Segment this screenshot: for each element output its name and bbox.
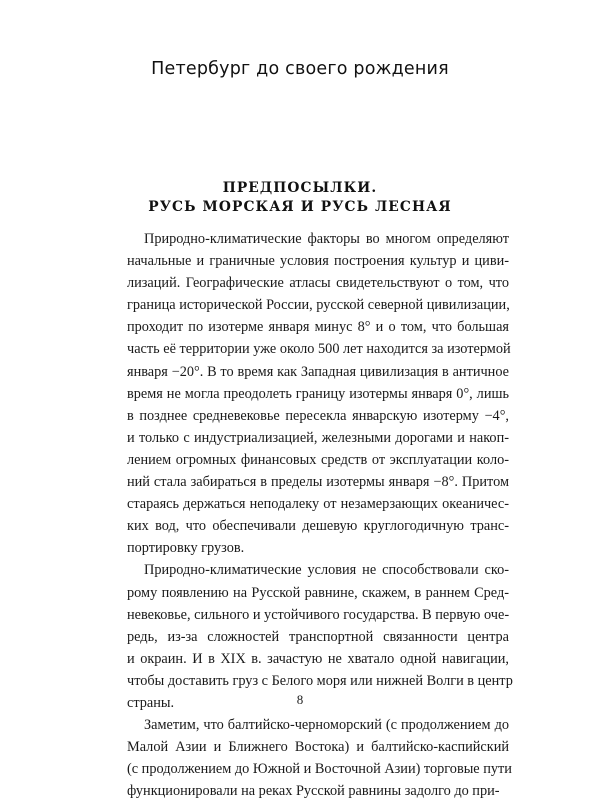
text-line: чтобы доставить груз с Белого моря или нижней Волги в центр — [127, 672, 513, 689]
text-line: Малой Азии и Ближнего Востока) и балтийско-каспийский — [127, 739, 509, 756]
chapter-heading — [0, 179, 600, 217]
paragraph — [127, 559, 513, 714]
text-line: начальные и граничные условия построения культур и циви- — [127, 253, 509, 270]
text-line: ких вод, что обеспечивали дешевую круглогодичную транс- — [127, 518, 509, 535]
text-line: рому появлению на Русской равнине, скажем, в раннем Сред- — [127, 584, 509, 601]
paragraph — [127, 228, 509, 559]
text-line: время не могла преодолеть границу изотермы января 0°, лишь — [127, 385, 509, 402]
text-line: стараясь держаться неподалеку от незамерзающих океаничес- — [127, 496, 509, 513]
text-line: проходит по изотерме января минус 8° и о том, что большая — [127, 319, 509, 336]
text-line: невековье, сильного и устойчивого государства. В первую оче- — [127, 606, 510, 623]
text-line: функционировали на реках Русской равнины задолго до при- — [127, 783, 500, 800]
chapter-heading-line-2: РУСЬ МОРСКАЯ И РУСЬ ЛЕСНАЯ — [148, 199, 452, 215]
text-line: страны. — [127, 694, 175, 711]
page-number: 8 — [296, 692, 304, 707]
body-text — [127, 228, 513, 802]
chapter-heading-line-1: ПРЕДПОСЫЛКИ. — [222, 180, 378, 196]
text-line: лизаций. Географические атласы свидетельствуют о том, что — [127, 275, 509, 292]
running-title: Петербург до своего рождения — [151, 59, 449, 79]
text-line: и окраин. И в XIX в. зачастую не хватало одной навигации, — [127, 650, 509, 667]
text-line: Природно-климатические условия не способствовали ско- — [144, 562, 509, 579]
text-line: ний стала забираться в пределы изотермы января −8°. Притом — [127, 474, 509, 491]
text-line: редь, из-за сложностей транспортной связанности центра — [127, 628, 509, 645]
text-line: и только с индустриализацией, железными дорогами и накоп- — [127, 429, 509, 446]
text-line: часть её территории уже около 500 лет находится за изотермой — [127, 341, 511, 358]
text-line: граница исторической России, русской северной цивилизации, — [127, 297, 510, 314]
text-line: Заметим, что балтийско-черноморский (с продолжением до — [144, 717, 509, 734]
text-line: в позднее средневековье пересекла январскую изотерму −4°, — [127, 407, 509, 424]
text-line: портировку грузов. — [127, 540, 245, 557]
paragraph — [127, 714, 512, 802]
text-line: Природно-климатические факторы во многом определяют — [144, 231, 509, 247]
text-line: (с продолжением до Южной и Восточной Азии) торговые пути — [127, 761, 512, 778]
text-line: января −20°. В то время как Западная цивилизация в античное — [127, 363, 509, 380]
text-line: лением огромных финансовых средств от эксплуатации коло- — [127, 451, 509, 468]
